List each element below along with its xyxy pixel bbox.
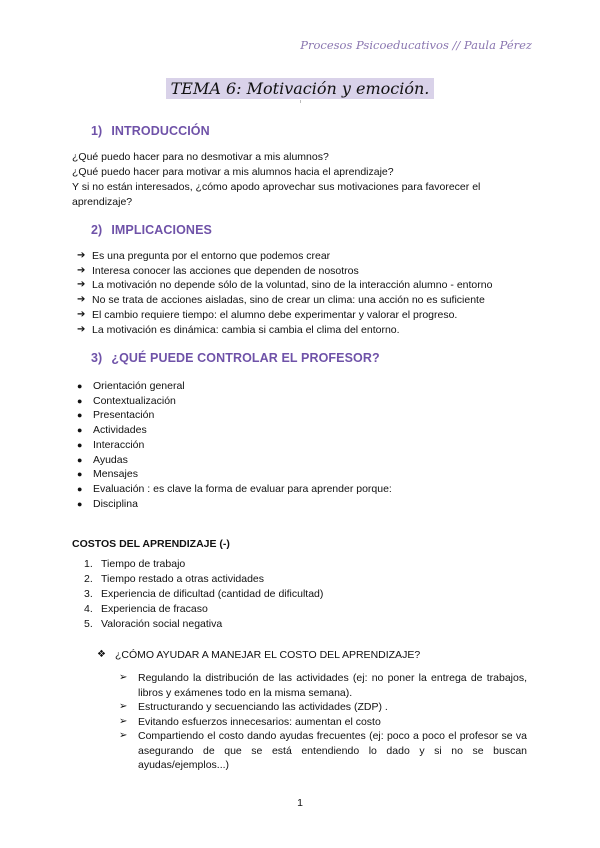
list-item-text: Estructurando y secuenciando las actividades (ZDP) .: [138, 701, 388, 713]
triangle-arrow-icon: ➢: [119, 701, 128, 712]
bullet-icon: ●: [77, 483, 83, 494]
page-number: 1: [297, 797, 303, 809]
list-item: [84, 617, 323, 632]
arrow-icon: ➔: [77, 308, 86, 320]
arrow-icon: ➔: [77, 323, 86, 335]
list-item-text: Presentación: [93, 409, 155, 422]
arrow-icon: ➔: [77, 264, 86, 276]
triangle-arrow-icon: ➢: [119, 730, 128, 741]
list-item: [84, 587, 323, 602]
list-item-text: Es una pregunta por el entorno que podemos crear: [92, 250, 331, 262]
list-item-text: Ayudas: [93, 453, 128, 466]
section-number: 1): [91, 124, 103, 138]
list-item: [84, 602, 323, 617]
list-item: [84, 572, 323, 587]
list-item-text: Valoración social negativa: [101, 618, 223, 630]
list-item: [77, 467, 392, 482]
list-item: [119, 700, 527, 715]
list-item: [77, 394, 392, 409]
subheading-text: ¿CÓMO AYUDAR A MANEJAR EL COSTO DEL APRENDIZAJE?: [115, 649, 421, 661]
list-item-text: Disciplina: [93, 497, 138, 510]
list-item-text: Compartiendo el costo dando ayudas frecuentes (ej: poco a poco el profesor se va asegurando de que se está entendiendo lo dado y si no se buscan ayudas/ejemplos...): [138, 730, 527, 771]
bullet-icon: ●: [77, 454, 83, 465]
list-item-text: La motivación es dinámica: cambia si cambia el clima del entorno.: [92, 323, 400, 336]
list-number: 5.: [84, 618, 93, 630]
list-item-text: La motivación no depende sólo de la voluntad, sino de la interacción alumno - entorno: [92, 279, 493, 292]
list-number: 2.: [84, 573, 93, 585]
intro-paragraph: [72, 150, 530, 210]
list-item-text: Mensajes: [93, 468, 138, 481]
section-title: INTRODUCCIÓN: [111, 124, 210, 138]
list-item-text: Tiempo de trabajo: [101, 558, 186, 570]
bullet-icon: ●: [77, 381, 83, 391]
list-number: 1.: [84, 558, 93, 570]
bullet-icon: ●: [77, 469, 83, 480]
list-item-text: Interesa conocer las acciones que dependen de nosotros: [92, 264, 359, 277]
list-item-text: Tiempo restado a otras actividades: [101, 573, 265, 585]
page-header: Procesos Psicoeducativos // Paula Pérez: [300, 38, 532, 52]
bullet-icon: ●: [77, 410, 83, 421]
list-item-text: Experiencia de fracaso: [101, 603, 208, 615]
list-item: [119, 729, 527, 773]
list-item-text: Actividades: [93, 424, 147, 437]
list-item: [77, 323, 492, 338]
list-item: [119, 671, 527, 700]
list-item-text: Evitando esfuerzos innecesarios: aumentan el costo: [138, 715, 381, 728]
section-number: 2): [91, 223, 103, 237]
triangle-arrow-icon: ➢: [119, 672, 128, 683]
list-item-text: Interacción: [93, 438, 145, 451]
section-title: IMPLICACIONES: [111, 223, 212, 237]
list-item: [77, 482, 392, 497]
intro-line: ¿Qué puedo hacer para no desmotivar a mis alumnos?: [72, 151, 329, 163]
section-heading-intro: [91, 124, 210, 138]
costos-subheading: [97, 649, 420, 661]
implicaciones-list: [77, 249, 492, 337]
title-marker: [300, 100, 301, 103]
ayudar-list: [119, 671, 527, 773]
bullet-icon: ●: [77, 498, 83, 509]
list-item: [77, 438, 392, 453]
list-item: [77, 293, 492, 308]
list-item: [77, 453, 392, 468]
arrow-icon: ➔: [77, 294, 86, 306]
diamond-icon: ❖: [97, 649, 106, 660]
list-item: [77, 408, 392, 423]
section-heading-profesor: [91, 351, 380, 365]
list-item: [77, 264, 492, 279]
list-item: [77, 249, 492, 264]
list-item-text: El cambio requiere tiempo: el alumno debe experimentar y valorar el progreso.: [92, 308, 458, 321]
title-wrap: [0, 78, 600, 99]
intro-line: Y si no están interesados, ¿cómo apodo aprovechar sus motivaciones para favorecer el aprendizaje?: [72, 181, 481, 208]
arrow-icon: ➔: [77, 250, 86, 261]
section-title: ¿QUÉ PUEDE CONTROLAR EL PROFESOR?: [111, 351, 380, 365]
list-item-text: Contextualización: [93, 394, 176, 407]
list-item: [84, 557, 323, 572]
list-item: [77, 379, 392, 394]
bullet-icon: ●: [77, 439, 83, 450]
list-item-text: Experiencia de dificultad (cantidad de dificultad): [101, 588, 324, 600]
section-heading-implicaciones: [91, 223, 212, 237]
intro-line: ¿Qué puedo hacer para motivar a mis alumnos hacia el aprendizaje?: [72, 166, 394, 178]
list-item: [77, 497, 392, 512]
list-number: 3.: [84, 588, 93, 600]
list-item-text: No se trata de acciones aisladas, sino de crear un clima: una acción no es suficiente: [92, 294, 485, 307]
page-title: TEMA 6: Motivación y emoción.: [166, 78, 435, 99]
costos-list: [84, 557, 323, 632]
profesor-list: [77, 379, 392, 511]
list-item-text: Orientación general: [93, 380, 185, 392]
section-number: 3): [91, 351, 103, 365]
list-item-text: Regulando la distribución de las actividades (ej: no poner la entrega de trabajos, libros y exámenes todo en la misma semana).: [138, 672, 527, 699]
bullet-icon: ●: [77, 425, 83, 436]
list-item: [77, 308, 492, 323]
triangle-arrow-icon: ➢: [119, 715, 128, 727]
list-item-text: Evaluación : es clave la forma de evaluar para aprender porque:: [93, 482, 392, 495]
bullet-icon: ●: [77, 395, 83, 406]
list-item: [77, 278, 492, 293]
arrow-icon: ➔: [77, 279, 86, 291]
costos-heading: COSTOS DEL APRENDIZAJE (-): [72, 538, 230, 550]
list-number: 4.: [84, 603, 93, 615]
list-item: [119, 715, 527, 730]
list-item: [77, 423, 392, 438]
